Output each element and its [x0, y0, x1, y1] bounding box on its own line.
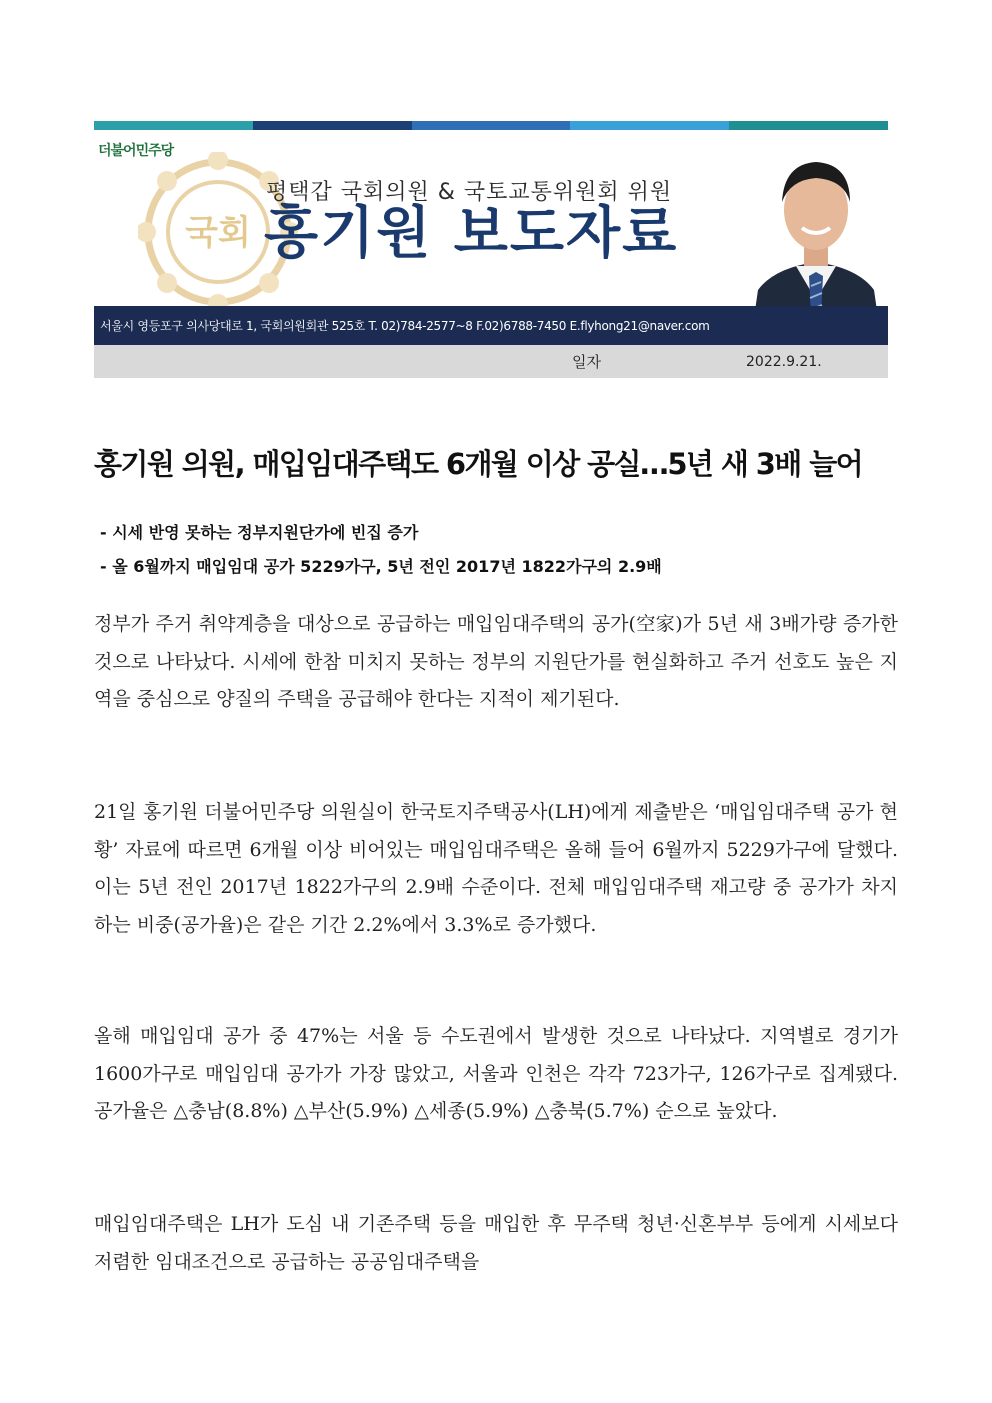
- party-logo-text: 더불어민주당: [98, 143, 174, 159]
- stripe-segment: [253, 121, 412, 130]
- stripe-segment: [94, 121, 253, 130]
- body-paragraph: 매입임대주택은 LH가 도심 내 기존주택 등을 매입한 후 무주택 청년·신혼부부 등에게 시세보다 저렴한 임대조건으로 공급하는 공공임대주택을: [94, 1213, 898, 1273]
- page-title: 홍기원 보도자료: [264, 201, 679, 266]
- stripe-segment: [729, 121, 888, 130]
- date-value: 2022.9.21.: [746, 354, 822, 370]
- header-color-stripe: [94, 121, 888, 130]
- contact-info-bar: [94, 306, 888, 345]
- body-paragraph: 올해 매입임대 공가 중 47%는 서울 등 수도권에서 발생한 것으로 나타났다. 지역별로 경기가 1600가구로 매입임대 공가가 가장 많았고, 서울과 인천은 각각 723가구, 126가구로 집계됐다. 공가율은 △충남(8.8%) △부산(5.9%) △세종(5.9%) △충북(5.7%) 순으로 높았다.: [94, 1025, 898, 1123]
- body-paragraph: 정부가 주거 취약계층을 대상으로 공급하는 매입임대주택의 공가(空家)가 5년 새 3배가량 증가한 것으로 나타났다. 시세에 한참 미치지 못하는 정부의 지원단가를 현실화하고 주거 선호도 높은 지역을 중심으로 양질의 주택을 공급해야 한다는 지적이 제기된다.: [94, 613, 898, 711]
- stripe-segment: [412, 121, 571, 130]
- body-paragraph: 21일 홍기원 더불어민주당 의원실이 한국토지주택공사(LH)에게 제출받은 ‘매입임대주택 공가 현황’ 자료에 따르면 6개월 이상 비어있는 매입임대주택은 올해 들어 6월까지 5229가구에 달했다. 이는 5년 전인 2017년 1822가구의 2.9배 수준이다. 전체 매입임대주택 재고량 중 공가가 차지하는 비중(공가율)은 같은 기간 2.2%에서 3.3%로 증가했다.: [94, 801, 898, 936]
- contact-info-text: 서울시 영등포구 의사당대로 1, 국회의원회관 525호 T. 02)784-2577~8 F.02)6788-7450 E.flyhong21@naver.com: [100, 319, 710, 333]
- date-label: 일자: [572, 353, 601, 371]
- headline: 홍기원 의원, 매입임대주택도 6개월 이상 공실…5년 새 3배 늘어: [94, 447, 863, 481]
- summary-bullet: - 시세 반영 못하는 정부지원단가에 빈집 증가: [100, 523, 419, 542]
- stripe-segment: [570, 121, 729, 130]
- summary-bullets: [100, 516, 894, 584]
- subtitle: 평택갑 국회의원 & 국토교통위원회 위원: [266, 180, 673, 205]
- summary-bullet: - 올 6월까지 매입임대 공가 5229가구, 5년 전인 2017년 1822가구의 2.9배: [100, 557, 662, 576]
- date-bar: [94, 345, 888, 378]
- svg-text:국회: 국회: [185, 213, 251, 253]
